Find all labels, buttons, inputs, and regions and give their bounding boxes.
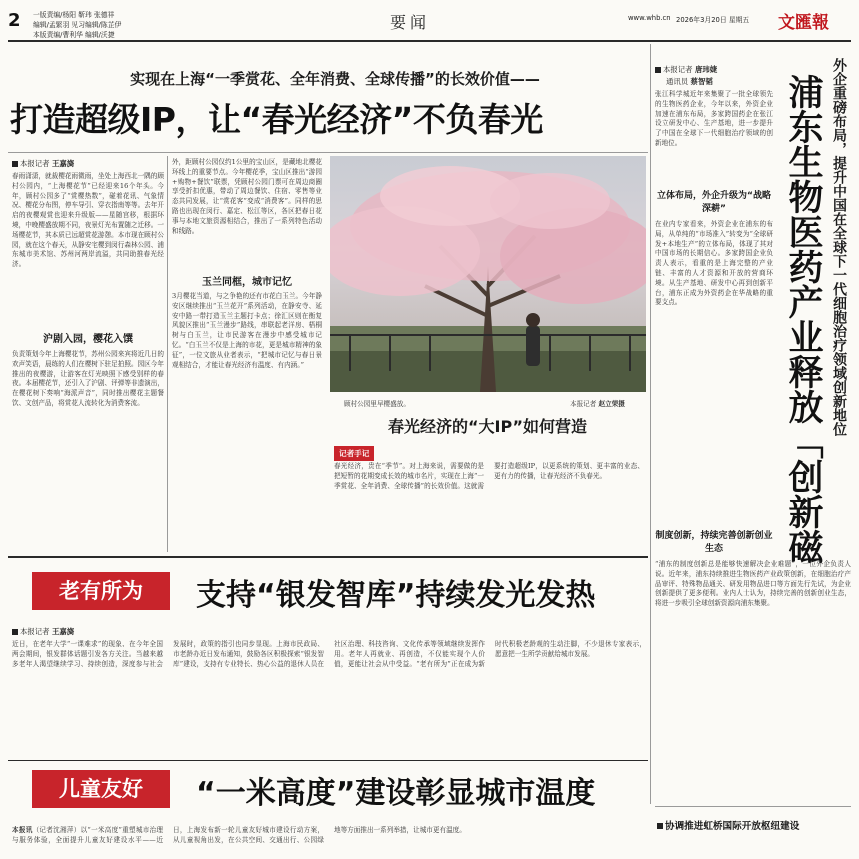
lead-col2b-text: 3月樱花当道，与之争艳的还有市花白玉兰。今年静安区继续推出“玉兰花开”系列活动，在静安寺、延安中路一带打造玉兰主题打卡点；徐汇区则在衡复风貌区推出“玉兰漫步”路线，串联起老洋房、梧桐树与白玉兰，让市民游客在漫步中感受城市记忆。“白玉兰不仅是上海的市花，更是城市精神的象征”，一位文旅从业者表示，“把城市记忆与春日景观相结合，才能让春光经济有温度、有内涵。” [172, 292, 322, 369]
editors-line-3: 本版责编/曹利华 编辑/沃捷 [33, 31, 115, 39]
lead-subhead-3: 春光经济的“大IP”如何营造 [388, 417, 588, 436]
column-tag-laoyousuowei: 老有所为 [32, 572, 170, 610]
sidebar-body-2: “浦东的制度创新总是能够快速解决企业难题”，一位外企负责人说。近年来，浦东持续推进生物医药产业政策创新，在细胞治疗产品审评、特殊物品通关、研发用物品进口等方面先行先试，为企业创新提供了更多便利。业内人士认为，持续完善的创新创业生态，将进一步吸引全球创新资源向浦东集聚。 [655, 560, 851, 608]
note-text: 春光经济，贵在“季节”。对上海来说，需要做的是把短暂的花期变成长效的城市名片，实现在上海“一季赏花、全年消费、全球传播”的长效价值。这就需要打造超级IP，以更系统的策划、更丰富的业态、更有力的传播，让春光经济不负春光。 [334, 462, 644, 490]
byline-marker-icon [12, 629, 18, 635]
issue-date: 2026年3月20日 星期五 [676, 16, 750, 24]
headline-marker-icon [657, 823, 663, 829]
lead-subhead-1: 沪剧入园，樱花入馔 [43, 334, 133, 345]
lead-headline: 打造超级IP，让“春光经济”不负春光 [10, 100, 543, 139]
byline-marker-icon [655, 67, 661, 73]
lead-divider [8, 152, 648, 153]
lead-col2-text: 外，距顾村公园仅约1公里的宝山区，是藏地北樱花环线上的重要节点。今年樱花季，宝山区推出“游园+购物+餐饮”联票，凭顾村公园门票可在周边商圈享受折扣优惠，带动了周边餐饮、住宿、零售等业态共同发展，让“赏花客”变成“消费客”。同样的思路也出现在闵行、嘉定、松江等区，各区把春日花事与本地文旅资源相结合，推出了一系列特色活动和线路。 [172, 158, 322, 235]
photo-illustration [330, 156, 646, 392]
second-headline: 支持“银发智库”持续发光发热 [196, 578, 596, 613]
sidebar-byline-2: 通讯员 蔡智韬 [666, 77, 713, 86]
sidebar-byline-1: 本报记者 唐玮婕 [655, 64, 717, 75]
sidebar-subhead-1: 立体布局，外企升级为“战略深耕” [657, 191, 771, 214]
editors-line-2: 编辑/孟繁羽 见习编辑/陈芷伊 [33, 21, 122, 29]
photo-credit: 本报记者 赵立荣摄 [570, 400, 625, 408]
third-headline: “一米高度”建设彰显城市温度 [196, 776, 596, 811]
lead-subhead-2: 玉兰同框，城市记忆 [202, 277, 292, 288]
website: www.whb.cn [628, 14, 671, 22]
sidebar-bottom-headline: 协调推进虹桥国际开放枢纽建设 [657, 818, 799, 832]
lead-col1b-text: 负责策划今年上海樱花节，苏州公园来宾将近几日的欢声笑语，晨练的人们在樱树下驻足拍照。园区今年推出的夜樱游，让游客在灯光映照下感受别样的春夜。本届樱花节，还引入了沪剧、评弹等非遗演出，在樱花树下奏响“海派声音”，同时推出樱花主题餐饮、文创产品，将赏花人流转化为消费客流。 [12, 350, 164, 407]
byline-marker-icon [12, 161, 18, 167]
sidebar-kicker: 外企重磅布局，提升中国在全球下一代细胞治疗领域创新地位 [831, 58, 847, 436]
section-title: 要闻 [390, 13, 431, 32]
lead-col1-text: 春雨潇潇，就裁樱花雨微雨，坐处上海西北一隅的顾村公园内，“上海樱花节”已经迎来16个年头。今年，顾村公园多了“赏樱热数”，碰着花讯、气象情况、樱花分布图，停车导引、穿衣指南等等。去年开启的夜樱观赏也迎来升级版——星随宫移，根据环境，中晚樱盛放期不同，夜景灯光布置随之迁移。一场樱花节，其本质已远超赏花游憩。本市现在顾村公园，就在这个春天，从静安宅樱到闵行森林公园、浦东城市美术馆、苏州河两岸流溢，共同助推春光经济。 [12, 172, 164, 269]
sidebar-bottom-rule [655, 806, 851, 807]
section-rule-2 [8, 556, 648, 558]
page-number: 2 [8, 10, 21, 31]
cherry-blossom-photo [330, 156, 646, 392]
col-sep-1 [167, 156, 168, 552]
editors-line-1: 一版责编/杨阳 靳玮 张德祥 [33, 11, 115, 19]
lead-kicker: 实现在上海“一季赏花、全年消费、全球传播”的长效价值—— [130, 70, 540, 88]
sidebar-headline: 浦东生物医药产业释放「创新磁 [783, 74, 823, 564]
sidebar-sep [650, 44, 651, 804]
sidebar-subhead-2: 制度创新，持续完善创新创业生态 [655, 531, 773, 554]
masthead-logo: 文匯報 [778, 13, 829, 33]
second-body: 近日，在老年大学“一课难求”的现象、在今年全国两会期间，银发群体话题引发各方关注。当越来越多老年人渴望继续学习、持续创造，深度参与社会发展时，政策的指引也同步显现。上海市民政局、市老龄办近日发布通知，鼓励各区积极探索“银发智库”建设，支持有专业特长、热心公益的退休人员在社区治理、科技咨询、文化传承等领域继续发挥作用。老年人再就业、再创造，不仅能实现个人价值，更能让社会从中受益。“老有所为”正在成为新时代积极老龄观的生动注脚，不少退休专家表示，愿意把一生所学贡献给城市发展。 [12, 640, 646, 668]
second-byline: 本报记者 王嘉旖 [12, 626, 74, 637]
lead-byline: 本报记者 王嘉旖 [12, 158, 74, 169]
section-rule-3 [8, 760, 648, 761]
sidebar-body-1: 在业内专家看来，外资企业在浦东的布局，从单纯的“市场准入”转变为“全球研发+本地生产”的立体布局，体现了其对中国市场的长期信心。多家跨国企业负责人表示，看重的是上海完整的产业链、丰富的人才资源和开放的营商环境。从生产基地、研发中心再到创新平台，浦东正成为外资药企在华战略的重要支点。 [655, 220, 773, 307]
third-body: 本报讯（记者沈湘萍）以“一米高度”重塑城市治理与服务体验，全面提升儿童友好建设水平——近日，上海发布新一轮儿童友好城市建设行动方案，从儿童视角出发，在公共空间、交通出行、公园绿地等方面推出一系列举措，让城市更有温度。 [12, 826, 466, 844]
column-tag-ertongyouhao: 儿童友好 [32, 770, 170, 808]
photo-caption: 顾村公园里早樱盛放。 [344, 400, 410, 408]
header-rule [8, 40, 851, 42]
sidebar-intro: 张江科学城近年来集聚了一批全球领先的生物医药企业，今年以来，外资企业加速在浦东布局，多家跨国药企在张江设立研发中心、生产基地，进一步提升了中国在全球下一代细胞治疗领域的创新地位。 [655, 90, 773, 147]
note-label: 记者手记 [334, 446, 374, 461]
